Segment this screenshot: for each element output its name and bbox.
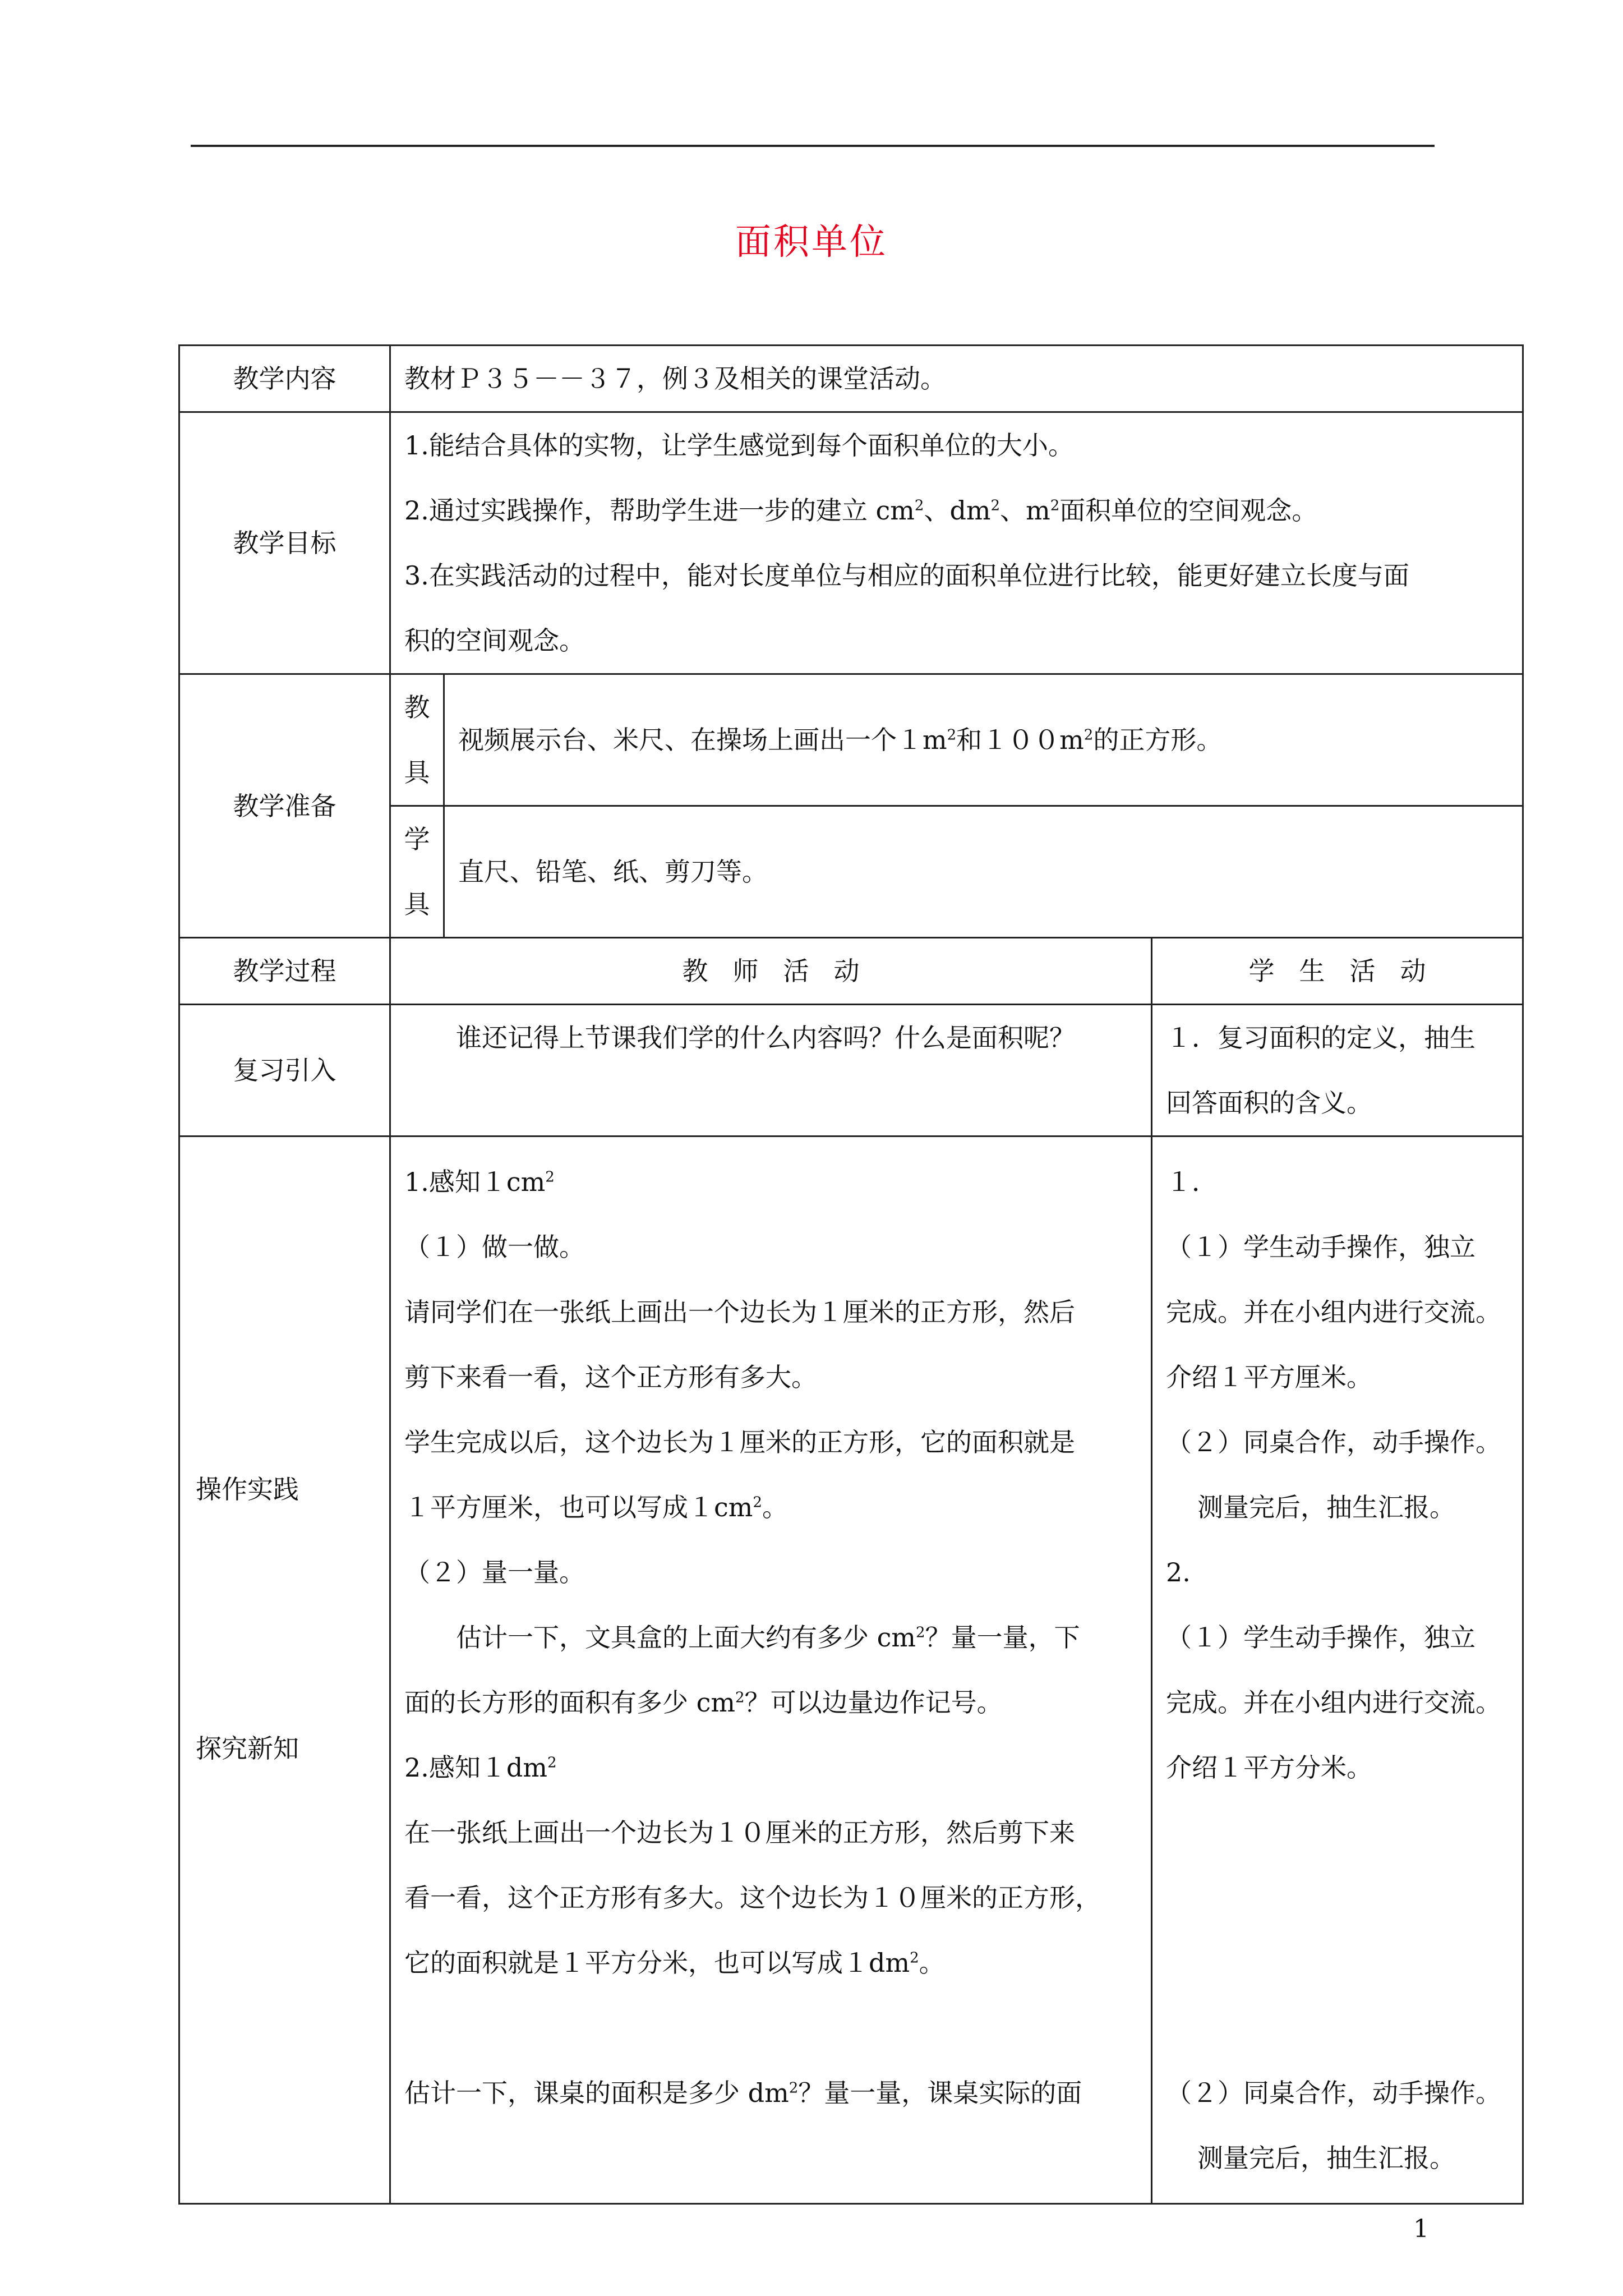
label-prep: 教学准备 [179, 674, 390, 938]
goal-item-3-line-2: 积的空间观念。 [404, 625, 585, 656]
label-practice-cell [179, 1137, 390, 2204]
lesson-plan-table [178, 344, 1524, 2205]
prep-student-label: 学 具 [390, 806, 444, 938]
row-review [179, 1005, 1523, 1137]
row-practice [179, 1137, 1523, 2204]
prep-teacher-label: 教 具 [390, 674, 444, 806]
student-activity-header: 学生活动 [1248, 956, 1451, 986]
page-title: 面积单位 [735, 222, 888, 263]
header-rule [191, 145, 1435, 147]
goals-text [390, 412, 1523, 674]
page-number: 1 [1413, 2215, 1429, 2243]
teacher-activity-header: 教师活动 [682, 956, 884, 986]
prep-teacher-text: 视频展示台、米尺、在操场上画出一个$1m^2$和$100m^2$的正方形。 [444, 674, 1523, 806]
label-review: 复习引入 [179, 1005, 390, 1137]
prep-student-text: 直尺、铅笔、纸、剪刀等。 [444, 806, 1523, 938]
row-goals [179, 412, 1523, 674]
row-content [179, 346, 1523, 412]
row-process-header [179, 938, 1523, 1005]
label-explore: 探究新知 [196, 1733, 299, 1764]
goal-item-1: 1.能结合具体的实物，让学生感觉到每个面积单位的大小。 [404, 430, 1074, 461]
label-process: 教学过程 [179, 938, 390, 1005]
content-text: 教材Ｐ３５－－３７，例３及相关的课堂活动。 [390, 346, 1523, 412]
goal-item-2: 2.通过实践操作，帮助学生进一步的建立 $cm^2$、$dm^2$、$m^2$面积单位的空间观念。 [404, 495, 1318, 526]
label-content: 教学内容 [179, 346, 390, 412]
label-practice: 操作实践 [196, 1474, 299, 1504]
review-teacher-text: 谁还记得上节课我们学的什么内容吗？什么是面积呢？ [456, 1023, 1075, 1053]
goal-item-3-line-1: 3.在实践活动的过程中，能对长度单位与相应的面积单位进行比较，能更好建立长度与面 [404, 560, 1409, 591]
label-goals: 教学目标 [179, 412, 390, 674]
practice-teacher-text: 1.感知$1cm^2$ （１）做一做。 请同学们在一张纸上画出一个边长为１厘米的正方形，然后 剪下来看一看，这个正方形有多大。 学生完成以后，这个边长为１厘米的正方形，它的面积就是 １平方厘米，也可以写成$1cm^2$。 （２）量一量。 估计一下，文具盒的上面大约有多少 $cm^2$？量一量，下 面的长方形的面积有多少 $cm^2$？可以边量边作记号。 2.感知$1dm^2$ 在一张纸上画出一个边长为１０厘米的正方形，然后剪下来 看一看，这个正方形有多大。这个边长为１０厘米的正方形， 它的面积就是１平方分米，也可以写成$1dm^2$。 估计一下，课桌的面积是多少 $dm^2$？量一量，课桌实际的面 [390, 1137, 1152, 2204]
row-prep-teacher [179, 674, 1523, 806]
review-student-text: １．复习面积的定义，抽生 回答面积的含义。 [1152, 1005, 1523, 1137]
practice-student-text: １． （１）学生动手操作，独立 完成。并在小组内进行交流。 介绍１平方厘米。 （２）同桌合作，动手操作。 测量完后，抽生汇报。 2. （１）学生动手操作，独立 完成。并在小组内进行交流。 介绍１平方分米。 （２）同桌合作，动手操作。 测量完后，抽生汇报。 [1152, 1137, 1523, 2204]
